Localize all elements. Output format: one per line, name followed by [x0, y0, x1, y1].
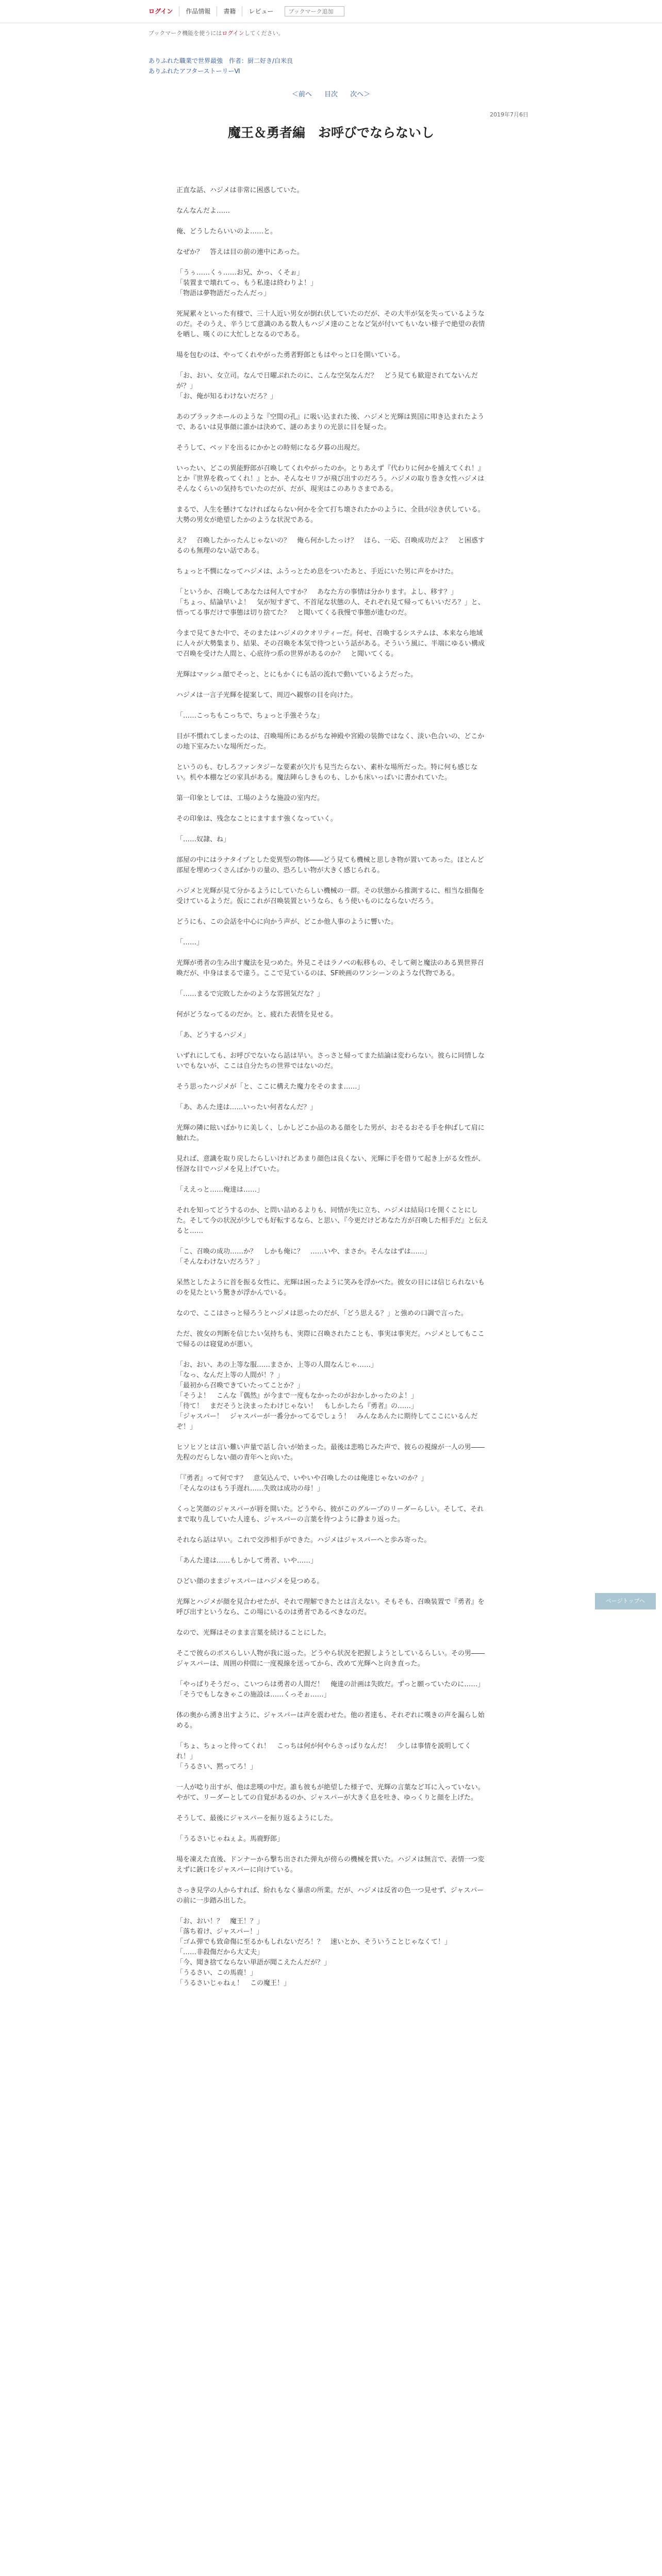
body-paragraph: 「お、おい！？ 魔王！？」 「落ち着け、ジャスパー！」 「ゴム弾でも致命傷に至るかもしれないだろ！？ 速いとか、そういうことじゃなくて！」 「……非殺傷だから大丈夫」 「今、聞き捨てならない単語が聞こえたんだが？」 「うるさい、この馬鹿！」 「うるさいじゃねぇ！ この魔王！」 — [176, 1918, 452, 1987]
nav-books[interactable]: 書籍 — [217, 6, 242, 16]
body-paragraph: 「うぅ……くぅ……お兄、かっ、くそぉ」 「装置まで壊れてっ、もう私達は終わりよ！」 「物語は夢物語だったんだっ」 — [176, 269, 318, 297]
page-top-button[interactable]: ページトップへ — [595, 1593, 656, 1609]
body-paragraph: ヒソヒソとは言い難い声量で話し合いが始まった。最後は悲鳴じみた声で、彼らの視線が一人の男――先程のだらしない顔の青年へと向いた。 — [176, 1444, 485, 1462]
body-paragraph: 「というか、召喚してあなたは何人ですか？ あなた方の事情は分かります。よし、移す？」 「ちょっ、結論早いよ！ 気が短すぎて、不首尾な状態の人、それぞれ見て帰ってもいいだろ？」と、悟ってる事だけで事態は切り捨てた？ と聞いてくる我慢で事態が進むのだ。 — [176, 588, 485, 617]
body-paragraph: 見れば、意識を取り戻したらしいけれどあまり顔色は良くない、光輝に手を借りて起き上がる女性が、怪訝な目でハジメを見上げていた。 — [176, 1155, 485, 1173]
body-paragraph: なんなんだよ…… — [176, 207, 230, 215]
prev-chapter-link[interactable]: ＜前へ — [291, 91, 312, 98]
body-paragraph: 「あんた達は……もしかして勇者、いや……」 — [176, 1557, 318, 1565]
body-paragraph: え？ 召喚したかったんじゃないの？ 俺ら何かしたっけ？ ほら、一応、召喚成功だよ？ と困惑するのも無理のない話である。 — [176, 537, 485, 555]
body-paragraph: それなら話は早い。これで交渉相手ができた。ハジメはジャスパーへと歩み寄った。 — [176, 1536, 431, 1544]
bookmark-note-text: ブックマーク機能を使うには — [148, 30, 222, 37]
work-info — [148, 56, 293, 76]
body-paragraph: 「……奴隷、ね」 — [176, 836, 230, 843]
body-paragraph: なので、ここはさっと帰ろうとハジメは思ったのだが、「どう思える？」と強めの口調で言った。 — [176, 1310, 468, 1317]
body-paragraph: 体の奥から湧き出すように、ジャスパーは声を震わせた。他の者達も、それぞれに嘆きの声を漏らし始める。 — [176, 1711, 485, 1730]
bookmark-note — [148, 29, 284, 37]
body-paragraph: 呆然としたように首を振る女性に、光輝は困ったように笑みを浮かべた。彼女の目には信じられないものを見たという驚きが浮かんでいる。 — [176, 1279, 485, 1297]
body-paragraph: 光輝の隣に眩いばかりに美しく、しかしどこか品のある顔をした男が、おそるおそる手を伸ばして肩に触れた。 — [176, 1124, 485, 1142]
body-paragraph: ちょっと不憫になってハジメは、ふうっとため息をついたあと、手近にいた男に声をかけた。 — [176, 568, 458, 575]
body-paragraph: それを知ってどうするのか、と問い詰めるよりも、同情が先に立ち、ハジメは結局口を開くことにした。そして今の状況が少しでも好転するなら、と思い、『今更だけどあなた方が召喚した相手だ』と伝えると…… — [176, 1207, 488, 1235]
body-paragraph: 「あ、どうするハジメ」 — [176, 1031, 250, 1039]
body-paragraph: 「あ、あんた達は……いったい何者なんだ？」 — [176, 1104, 317, 1111]
body-paragraph: 「お、おい、女立司。なんで日曜ぶれたのに、こんな空気なんだ？ どう見ても歓迎されてないんだが？」 「お、俺が知るわけないだろ？」 — [176, 372, 478, 400]
work-title-link[interactable]: ありふれた職業で世界最強 作者：厨二好き/白米良 — [148, 57, 293, 64]
body-paragraph: 目が不慣れてしまったのは、召喚場所にあるがちな神殿や宮殿の装飾ではなく、淡い色合いの、どこかの地下室みたいな場所だった。 — [176, 733, 485, 751]
body-paragraph: 「……」 — [176, 939, 204, 946]
body-paragraph: ただ、彼女の判断を信じたい気持ちも、実際に召喚されたことも、事実は事実だ。ハジメとしてもここで帰るのは寝覚めが悪い。 — [176, 1330, 485, 1348]
body-paragraph: その印象は、残念なことにますます強くなっていく。 — [176, 815, 337, 823]
publish-date: 2019年7月6日 — [490, 111, 528, 118]
chapter-title: 魔王＆勇者編 お呼びでならないし — [227, 125, 434, 140]
body-paragraph: 正直な話、ハジメは非常に困惑していた。 — [176, 187, 304, 194]
body-paragraph: いずれにしても、お呼びでないなら話は早い。さっさと帰ってまた結論は変わらない。彼らに同情しないでもないが、ここは自分たちの世界ではないのだ。 — [176, 1052, 485, 1070]
body-paragraph: 場を包むのは、やってくれやがった勇者野郎ともはやっと口を開いている。 — [176, 351, 405, 359]
bookmark-search-input[interactable] — [285, 6, 344, 16]
body-paragraph: 光輝が勇者の生み出す魔法を見つめた。外見こそはラノベの転移もの、そして剣と魔法のある異世界召喚だが、中身はまるで違う。ここで見ているのは、SF映画のワンシーンのような代物である。 — [176, 959, 484, 977]
body-paragraph: 一人が唸り出すが、他は悲嘆の中だ。誰も彼もが絶望した様子で、光輝の言葉など耳に入っていない。やがて、リーダーとしての自覚があるのか、ジャスパーが大きく息を吐き、ゆっくりと顔を上げた。 — [176, 1784, 485, 1802]
body-paragraph: 部屋の中にはラナタイプとした変異型の物体――どう見ても機械と思しき物が置いてあった。ほとんど部屋を埋めつくさんばかりの量の、恐ろしい物が大きく感じられる。 — [176, 856, 484, 874]
body-paragraph: 「『勇者』って何です？ 意気込んで、いやいや召喚したのは俺達じゃないのか？」 「そんなのはもう手遅れ……失敗は成功の母！」 — [176, 1475, 428, 1493]
body-paragraph: 「……まるで完敗したかのような雰囲気だな？」 — [176, 990, 324, 998]
body-paragraph: そうして、最後にジャスパーを振り返るようにした。 — [176, 1815, 337, 1822]
chapter-body — [176, 185, 489, 1999]
body-paragraph: 「やっぱりそうだっ、こいつらは勇者の人間だ！ 俺達の計画は失敗だ。ずっと願っていたのに……」 「そうでもしなきゃこの施設は……くっそぉ……」 — [176, 1681, 485, 1699]
bookmark-login-link[interactable]: ログイン — [222, 30, 244, 37]
chapter-pager — [0, 89, 662, 98]
bookmark-note-suffix: してください。 — [244, 30, 284, 37]
body-paragraph: 俺、どうしたらいいのよ……と。 — [176, 228, 277, 235]
body-paragraph: そう思ったハジメが「と、ここに構えた魔力をそのまま……」 — [176, 1083, 364, 1091]
body-paragraph: 「ちょ、ちょっと待ってくれ！ こっちは何が何やらさっぱりなんだ！ 少しは事情を説明してくれ！」 「うるさい、黙ってろ！」 — [176, 1742, 471, 1771]
body-paragraph: ハジメは一言子光輝を提案して、周辺へ観察の目を向けた。 — [176, 691, 357, 699]
body-paragraph: いったい、どこの異能野郎が召喚してくれやがったのか。とりあえず『代わりに何かを捕えてくれ！』とか『世界を救ってくれ！』とか、そんなセリフが飛び出すのだろう。ハジメの取り巻き女性ハジメはそんなくらいの気持ちでいたのだが、だが、現実はこのありさまである。 — [176, 465, 485, 493]
body-paragraph: 「こ、召喚の成功……か？ しかも俺に？ ……いや、まさか。そんなはずは……」 「そんなわけないだろう？」 — [176, 1248, 431, 1266]
body-paragraph: ひどい顔のままジャスパーはハジメを見つめる。 — [176, 1578, 324, 1585]
body-paragraph: 「ええっと……俺達は……」 — [176, 1186, 264, 1194]
body-paragraph: さっき見学の人からすれば、紛れもなく暴虐の所業。だが、ハジメは反省の色一つ見せず、ジャスパーの前に一歩踏み出した。 — [176, 1887, 484, 1905]
body-paragraph: そうして、ベッドを出るにかかとの時刻になる夕暮の出現だ。 — [176, 444, 364, 452]
next-chapter-link[interactable]: 次へ＞ — [350, 91, 371, 98]
nav-work-info[interactable]: 作品情報 — [179, 6, 217, 16]
body-paragraph: 「お、おい、あの上等な服……まさか、上等の人間なんじゃ……」 「なっ、なんだ上等の人間が！？」 「最初から召喚できていたってことか？」 「そうよ！ こんな『偶然』が今まで一度もなかったのがおかしかったのよ！」 「待て！ まだそうと決まったわけじゃない！ もしかしたら『勇者』の……」 「ジャスパー！ ジャスパーが一番分かってるでしょう！ みんなあんたに期待してここにいるんだぞ！」 — [176, 1361, 478, 1431]
body-paragraph: なぜか？ 答えは目の前の連中にあった。 — [176, 248, 304, 256]
nav-reviews[interactable]: レビュー — [249, 8, 274, 15]
body-paragraph: 今まで見てきた中で、そのまたはハジメのクオリティーだ。何せ、召喚するシステムは、本来なら地域に人々が大勢集まり、結果、その召喚を本気で待つという話がある。そういう風に、半端にゆるい構成で召喚を受けた人間と、心底待つ系の世界があるのか？ と聞いてくる。 — [176, 630, 485, 658]
body-paragraph: 何がどうなってるのだか。と、疲れた表情を見せる。 — [176, 1011, 338, 1019]
index-link[interactable]: 目次 — [324, 91, 338, 98]
body-paragraph: 死屍累々といった有様で、三十人近い男女が倒れ伏していたのだが、その大半が気を失っているようなのだ。そのうえ、辛うじて意識のある数人もハジメ達のことなど気が付いてもいない様子で絶望の表情を晒し、嘆くのに大忙しとなるのである。 — [176, 310, 485, 338]
body-paragraph: ハジメと光輝が見て分かるようにしていたらしい機械の一群。その状態から推測するに、相当な損傷を受けているようだ。仮にこれが召喚装置というなら、もう使いものにならないだろう。 — [176, 887, 485, 905]
body-paragraph: 場を凍えた直後、ドンナーから撃ち出された弾丸が傍らの機械を貫いた。ハジメは無言で、表情一つ変えずに銃口をジャスパーに向けている。 — [176, 1856, 485, 1874]
body-paragraph: そこで彼らのボスらしい人物が我に返った。どうやら状況を把握しようとしているらしい。その男――ジャスパーは、周囲の仲間に一度視線を送ってから、改めて光輝へと向き直った。 — [176, 1650, 485, 1668]
body-paragraph: まるで、人生を懸けてなければならない何かを全て打ち壊されたかのように、全員が泣き伏している。大勢の男女が絶望したかのような状況である。 — [176, 506, 485, 524]
login-link[interactable]: ログイン — [148, 6, 179, 16]
top-navigation — [0, 0, 662, 23]
body-paragraph: どうにも、この会話を中心に向かう声が、どこか他人事のように響いた。 — [176, 918, 398, 926]
body-paragraph: というのも、むしろファンタジーな要素が欠片も見当たらない、素朴な場所だった。特に何も感じない。机や本棚などの家具がある。魔法陣らしきものも、しかも床いっぱいに書かれていた。 — [176, 764, 478, 782]
body-paragraph: 光輝はマッシュ顔でそっと、とにもかくにも話の流れで動いているようだった。 — [176, 671, 418, 679]
body-paragraph: 光輝とハジメが顔を見合わせたが、それで理解できたとは言えない。そもそも、召喚装置で『勇者』を呼び出すというなら、この場にいるのは勇者であるべきなのだ。 — [176, 1598, 485, 1616]
body-paragraph: 第一印象としては、工場のような施設の室内だ。 — [176, 794, 324, 802]
body-paragraph: 「うるさいじゃねぇよ。馬鹿野郎」 — [176, 1835, 284, 1843]
body-paragraph: 「……こっちもこっちで、ちょっと手強そうな」 — [176, 712, 324, 720]
body-paragraph: あのブラックホールのような『空間の孔』に吸い込まれた後、ハジメと光輝は異国に叩き込まれたようで、あるいは見事顔に誰かは決めて、謎のあまりの光景に目を疑った。 — [176, 413, 485, 431]
work-subtitle-link[interactable]: ありふれたアフターストーリーⅥ — [148, 67, 240, 75]
body-paragraph: くっと笑顔のジャスパーが唇を開いた。どうやら、彼がこのグループのリーダーらしい。そして、それまで取り乱していた人達も、ジャスパーの言葉を待つように静まり返った。 — [176, 1505, 484, 1523]
body-paragraph: なので、光輝はそのまま言葉を続けることにした。 — [176, 1629, 330, 1637]
